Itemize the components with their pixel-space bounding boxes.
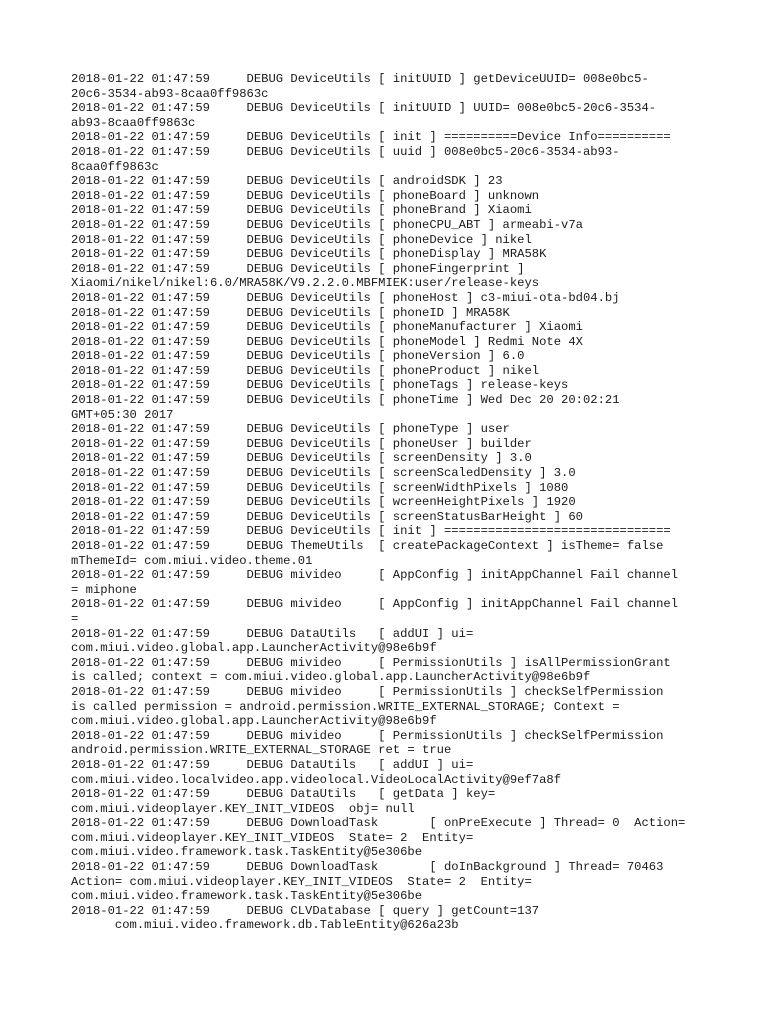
- log-line: 2018-01-22 01:47:59 DEBUG CLVDatabase [ query ] getCount=137: [71, 903, 540, 918]
- log-line: 2018-01-22 01:47:59 DEBUG mivideo [ PermissionUtils ] isAllPermissionGrant: [71, 655, 671, 670]
- log-line: 2018-01-22 01:47:59 DEBUG DeviceUtils [ wcreenHeightPixels ] 1920: [71, 495, 576, 510]
- log-line: 2018-01-22 01:47:59 DEBUG DataUtils [ addUI ] ui=: [71, 626, 474, 641]
- log-line: is called; context = com.miui.video.global.app.LauncherActivity@98e6b9f: [71, 670, 591, 685]
- log-line: 2018-01-22 01:47:59 DEBUG DeviceUtils [ initUUID ] getDeviceUUID= 008e0bc5-: [71, 72, 649, 86]
- log-line: =: [71, 611, 79, 626]
- log-line: 2018-01-22 01:47:59 DEBUG DeviceUtils [ init ] ===============================: [71, 524, 671, 539]
- debug-log-text: [71, 72, 701, 933]
- log-line: 2018-01-22 01:47:59 DEBUG DeviceUtils [ uuid ] 008e0bc5-20c6-3534-ab93-: [71, 144, 620, 159]
- log-line: 2018-01-22 01:47:59 DEBUG DeviceUtils [ phoneProduct ] nikel: [71, 363, 540, 378]
- log-line: = miphone: [71, 582, 137, 597]
- log-line: com.miui.video.global.app.LauncherActivity@98e6b9f: [71, 641, 437, 656]
- log-line: 20c6-3534-ab93-8caa0ff9863c: [71, 86, 269, 101]
- log-line: 2018-01-22 01:47:59 DEBUG DeviceUtils [ phoneFingerprint ]: [71, 261, 525, 276]
- log-line: 2018-01-22 01:47:59 DEBUG DeviceUtils [ androidSDK ] 23: [71, 174, 503, 189]
- log-line: com.miui.videoplayer.KEY_INIT_VIDEOS obj= null: [71, 801, 415, 816]
- log-line: 2018-01-22 01:47:59 DEBUG DeviceUtils [ init ] ==========Device Info==========: [71, 130, 671, 145]
- log-line: Action= com.miui.videoplayer.KEY_INIT_VIDEOS State= 2 Entity=: [71, 874, 532, 889]
- log-line: 2018-01-22 01:47:59 DEBUG DeviceUtils [ screenDensity ] 3.0: [71, 451, 532, 466]
- log-line: 2018-01-22 01:47:59 DEBUG mivideo [ AppConfig ] initAppChannel Fail channel: [71, 597, 679, 612]
- log-line: 2018-01-22 01:47:59 DEBUG mivideo [ PermissionUtils ] checkSelfPermission: [71, 684, 664, 699]
- log-line: 2018-01-22 01:47:59 DEBUG DeviceUtils [ phoneManufacturer ] Xiaomi: [71, 320, 583, 335]
- log-line: 2018-01-22 01:47:59 DEBUG DownloadTask [ doInBackground ] Thread= 70463: [71, 860, 664, 875]
- log-line: 2018-01-22 01:47:59 DEBUG DeviceUtils [ phoneBoard ] unknown: [71, 188, 540, 203]
- log-line: 2018-01-22 01:47:59 DEBUG DeviceUtils [ initUUID ] UUID= 008e0bc5-20c6-3534-: [71, 101, 657, 116]
- log-line: 2018-01-22 01:47:59 DEBUG DeviceUtils [ phoneDisplay ] MRA58K: [71, 247, 547, 262]
- log-line: ab93-8caa0ff9863c: [71, 115, 196, 130]
- log-line: com.miui.video.framework.task.TaskEntity@5e306be: [71, 845, 423, 860]
- log-line: 2018-01-22 01:47:59 DEBUG DeviceUtils [ phoneType ] user: [71, 422, 510, 437]
- log-line: 2018-01-22 01:47:59 DEBUG DeviceUtils [ phoneBrand ] Xiaomi: [71, 203, 532, 218]
- log-line: android.permission.WRITE_EXTERNAL_STORAGE ret = true: [71, 743, 452, 758]
- log-line: 2018-01-22 01:47:59 DEBUG DeviceUtils [ screenWidthPixels ] 1080: [71, 480, 569, 495]
- log-line: 2018-01-22 01:47:59 DEBUG ThemeUtils [ createPackageContext ] isTheme= false: [71, 539, 664, 553]
- log-line: 2018-01-22 01:47:59 DEBUG DeviceUtils [ phoneVersion ] 6.0: [71, 349, 525, 364]
- log-line: 8caa0ff9863c: [71, 159, 159, 174]
- log-line: com.miui.video.framework.task.TaskEntity@5e306be: [71, 889, 423, 904]
- log-line: com.miui.video.localvideo.app.videolocal.VideoLocalActivity@9ef7a8f: [71, 772, 562, 787]
- log-line: 2018-01-22 01:47:59 DEBUG mivideo [ PermissionUtils ] checkSelfPermission: [71, 728, 664, 743]
- log-line: 2018-01-22 01:47:59 DEBUG DataUtils [ getData ] key=: [71, 787, 496, 802]
- log-line: 2018-01-22 01:47:59 DEBUG DeviceUtils [ phoneDevice ] nikel: [71, 232, 532, 247]
- log-line: com.miui.videoplayer.KEY_INIT_VIDEOS State= 2 Entity=: [71, 830, 474, 845]
- log-line: 2018-01-22 01:47:59 DEBUG DeviceUtils [ phoneTime ] Wed Dec 20 20:02:21: [71, 393, 620, 408]
- log-line: GMT+05:30 2017: [71, 407, 174, 422]
- log-line: 2018-01-22 01:47:59 DEBUG mivideo [ AppConfig ] initAppChannel Fail channel: [71, 568, 679, 583]
- log-line: 2018-01-22 01:47:59 DEBUG DeviceUtils [ phoneCPU_ABT ] armeabi-v7a: [71, 217, 583, 232]
- log-line: 2018-01-22 01:47:59 DEBUG DeviceUtils [ screenStatusBarHeight ] 60: [71, 509, 583, 524]
- log-line: com.miui.video.framework.db.TableEntity@626a23b: [71, 918, 459, 933]
- log-line: 2018-01-22 01:47:59 DEBUG DataUtils [ addUI ] ui=: [71, 757, 474, 772]
- log-line: 2018-01-22 01:47:59 DEBUG DeviceUtils [ phoneID ] MRA58K: [71, 305, 510, 320]
- log-line: 2018-01-22 01:47:59 DEBUG DeviceUtils [ screenScaledDensity ] 3.0: [71, 466, 576, 481]
- log-line: mThemeId= com.miui.video.theme.01: [71, 553, 313, 568]
- log-line: 2018-01-22 01:47:59 DEBUG DeviceUtils [ phoneModel ] Redmi Note 4X: [71, 334, 583, 349]
- log-line: 2018-01-22 01:47:59 DEBUG DeviceUtils [ phoneHost ] c3-miui-ota-bd04.bj: [71, 290, 620, 305]
- log-line: 2018-01-22 01:47:59 DEBUG DeviceUtils [ phoneUser ] builder: [71, 436, 532, 451]
- log-line: 2018-01-22 01:47:59 DEBUG DeviceUtils [ phoneTags ] release-keys: [71, 378, 569, 393]
- log-line: 2018-01-22 01:47:59 DEBUG DownloadTask [ onPreExecute ] Thread= 0 Action=: [71, 816, 686, 831]
- log-line: is called permission = android.permission.WRITE_EXTERNAL_STORAGE; Context =: [71, 699, 620, 714]
- log-line: com.miui.video.global.app.LauncherActivity@98e6b9f: [71, 714, 437, 729]
- log-line: Xiaomi/nikel/nikel:6.0/MRA58K/V9.2.2.0.MBFMIEK:user/release-keys: [71, 276, 540, 291]
